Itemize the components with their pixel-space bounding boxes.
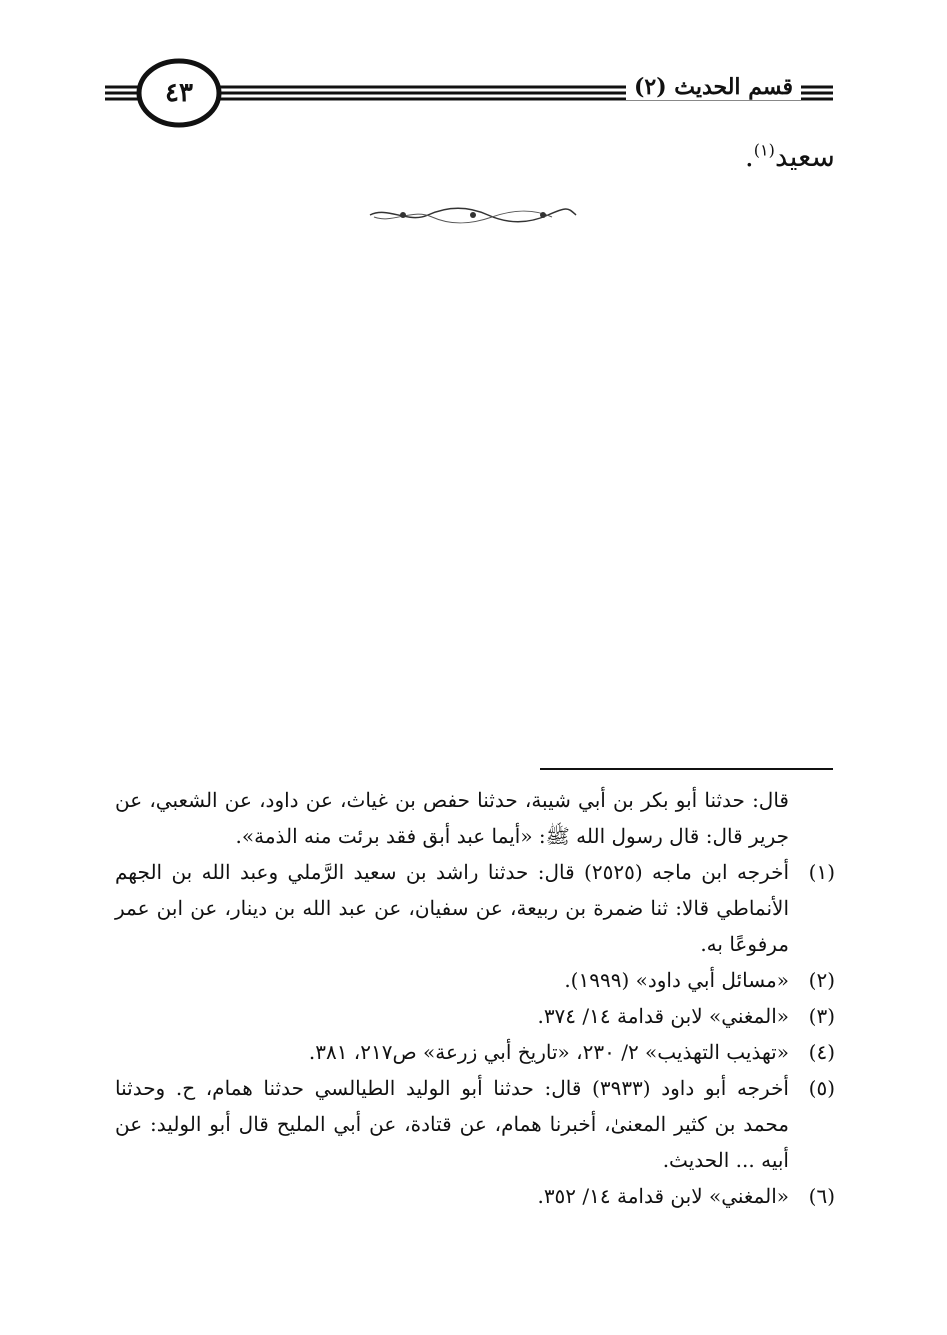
footnote-2 [115, 962, 835, 998]
footnote-text: «مسائل أبي داود» (١٩٩٩). [564, 968, 789, 992]
footnote-separator [540, 768, 833, 770]
footnote-number: (٢) [808, 968, 835, 992]
footnote-text: «تهذيب التهذيب» ٢/ ٢٣٠، «تاريخ أبي زرعة» ص٢١٧، ٣٨١. [308, 1040, 789, 1064]
section-divider-ornament [368, 204, 578, 226]
footnote-text: «المغني» لابن قدامة ١٤/ ٣٧٤. [537, 1004, 789, 1028]
footnote-text: أخرجه ابن ماجه (٢٥٢٥) قال: حدثنا راشد بن سعيد الرَّملي وعبد الله بن الجهم الأنماطي قالا: ثنا ضمرة بن ربيعة، عن سفيان، عن عبد الله بن دينار، عن ابن عمر مرفوعًا به. [115, 860, 790, 956]
footnote-number: (٣) [808, 1004, 835, 1028]
running-title: قسم الحديث (٢) [626, 74, 801, 100]
footnote-1 [115, 854, 835, 962]
footnote-number: (٤) [808, 1040, 835, 1064]
page-number: ٤٣ [165, 78, 193, 108]
footnote-6 [115, 1178, 835, 1214]
body-text [745, 140, 835, 173]
footnote-3 [115, 998, 835, 1034]
footnote-text: أخرجه أبو داود (٣٩٣٣) قال: حدثنا أبو الوليد الطيالسي حدثنا همام، ح. وحدثنا محمد بن كثير المعنىٰ، أخبرنا همام، عن قتادة، عن أبي المليح قال أبو الوليد: عن أبيه ... الحديث. [115, 1076, 789, 1172]
footnote-ref: (١) [753, 140, 775, 160]
footnote-number: (٥) [808, 1076, 835, 1100]
footnote-text: «المغني» لابن قدامة ١٤/ ٣٥٢. [537, 1184, 789, 1208]
footnote-number: (١) [808, 860, 835, 884]
footnote-4 [115, 1034, 835, 1070]
footnotes [115, 782, 835, 1214]
body-word: سعيد [774, 140, 835, 173]
footnote-number: (٦) [808, 1184, 835, 1208]
footnote-5 [115, 1070, 835, 1178]
footnote-continuation: قال: حدثنا أبو بكر بن أبي شيبة، حدثنا حفص بن غياث، عن داود، عن الشعبي، عن جرير قال: قال رسول الله ﷺ: «أيما عبد أبق فقد برئت منه الذمة». [115, 788, 789, 848]
page-header [105, 58, 833, 128]
end-mark: . [744, 140, 754, 173]
